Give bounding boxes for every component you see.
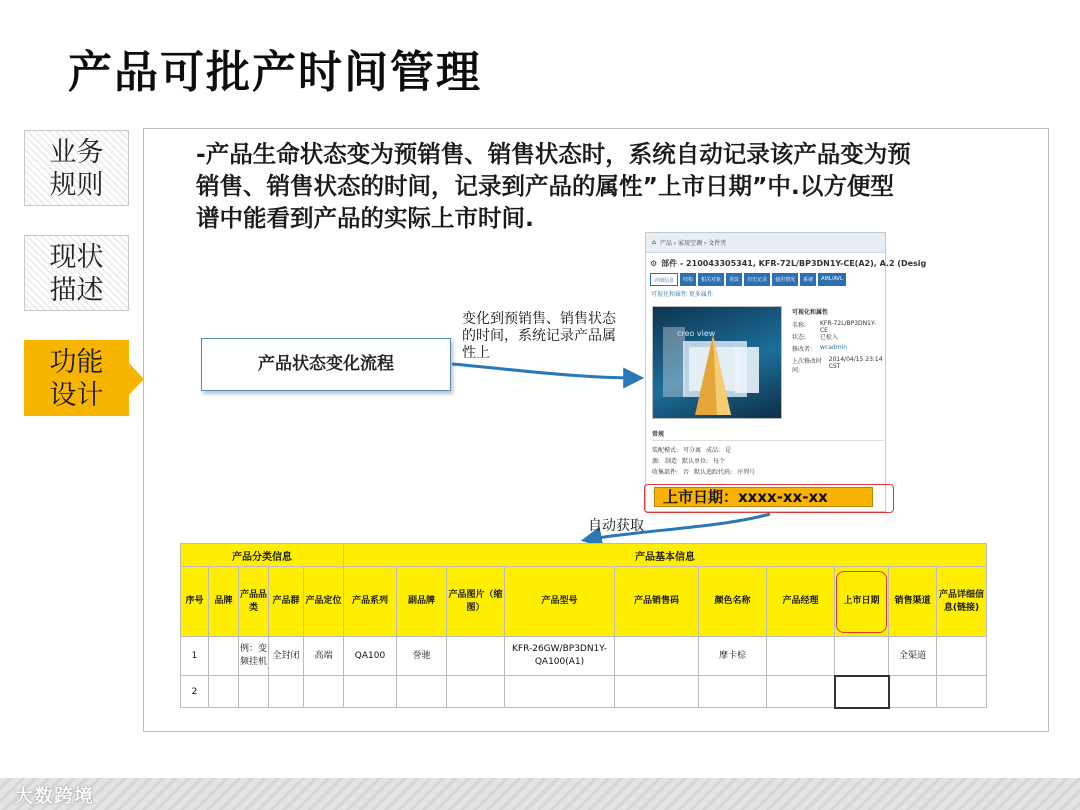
flow-note-line: 的时间，系统记录产品属: [462, 328, 616, 344]
market-date-field[interactable]: 上市日期：xxxx-xx-xx: [654, 487, 873, 507]
creo-graphic-icon: [653, 307, 783, 420]
creo-view-preview[interactable]: [652, 306, 782, 419]
column-header: 品牌: [209, 567, 239, 637]
description-line: -产品生命状态变为预销售、销售状态时，系统自动记录该产品变为预: [196, 140, 911, 168]
table-row: 1 例：变频挂机 全封闭 高端 QA100 誉驰 KFR-26GW/BP3DN1Y-QA100(A1) 摩卡棕 全渠道: [181, 637, 987, 676]
attr-row: 上次修改时间: 2014/04/15 23:14 CST: [792, 356, 883, 374]
flow-note-line: 变化到预销售、销售状态: [462, 311, 616, 327]
tab-label-line1: 功能: [49, 347, 104, 378]
status-change-flow-box[interactable]: 产品状态变化流程: [201, 338, 451, 391]
column-header: 产品群: [269, 567, 304, 637]
attr-row: 状态: 已检入: [792, 334, 839, 341]
column-header: 产品销售码: [615, 567, 699, 637]
column-header: 产品系列: [344, 567, 397, 637]
part-icon: ⚙: [650, 258, 658, 268]
description-line: 谱中能看到产品的实际上市时间.: [196, 204, 534, 232]
general-row: 源: 制造 默认单位: 每个: [652, 458, 726, 465]
system-breadcrumb: ⌂ 产品 › 家用空调 › 文件夹: [646, 233, 885, 253]
attr-row: 修改者: wcadmin: [792, 344, 848, 353]
column-header: 产品定位: [304, 567, 344, 637]
product-info-table: [180, 543, 987, 709]
system-screenshot: [645, 232, 927, 512]
column-header: 颜色名称: [699, 567, 767, 637]
auto-fetch-label: 自动获取: [588, 518, 644, 534]
system-tab[interactable]: 更改: [726, 273, 742, 286]
column-header: 副品牌: [397, 567, 447, 637]
system-tab[interactable]: AML/AVL: [818, 273, 846, 286]
tab-label-line2: 设计: [49, 380, 104, 411]
general-row: 装配模式: 可分离 成品: 是: [652, 447, 732, 454]
description-line: 销售、销售状态的时间，记录到产品的属性”上市日期”中.以方便型: [196, 172, 894, 200]
system-tab[interactable]: 详细信息: [650, 273, 678, 286]
system-general: 常规 装配模式: 可分离 成品: 是 源: 制造 默认单位: 每个 收集部件: 否 默认追踪代码: 序列号: [652, 429, 884, 478]
system-attributes: 可视化和属性 名称: KFR-72L/BP3DN1Y-CE 状态: 已检入 修改者: wcadmin 上次修改时间: 2014/04/15 23:14 CST: [792, 309, 883, 374]
arrow-to-system: [452, 364, 640, 378]
system-tab[interactable]: 系统: [800, 273, 816, 286]
system-tabs: [646, 273, 885, 286]
tab-label-line1: 业务: [49, 137, 104, 168]
creo-view-logo: creo view: [677, 329, 716, 338]
column-header: 产品图片（缩图）: [447, 567, 505, 637]
page-title: 产品可批产时间管理: [68, 47, 482, 98]
system-part-title: ⚙ 部件 - 210043305341, KFR-72L/BP3DN1Y-CE(A2), A.2 (Desig: [650, 258, 927, 268]
home-icon: ⌂: [652, 239, 656, 246]
group-header-category: 产品分类信息: [181, 544, 344, 567]
group-header-basic: 产品基本信息: [344, 544, 987, 567]
system-tab[interactable]: 使用情况: [772, 273, 798, 286]
general-row: 收集部件: 否 默认追踪代码: 序列号: [652, 469, 756, 476]
column-header: 序号: [181, 567, 209, 637]
watermark-text: 大数跨境: [14, 785, 95, 807]
system-subtabs[interactable]: 可视化和属性 更多属性: [651, 291, 713, 298]
system-tab[interactable]: 历史记录: [744, 273, 770, 286]
column-header: 产品详细信息(链接): [937, 567, 987, 637]
tab-label-line2: 规则: [49, 170, 104, 201]
system-tab[interactable]: 结构: [680, 273, 696, 286]
table-row: 2: [181, 676, 987, 708]
tab-label-line2: 描述: [49, 275, 104, 306]
column-header: 产品型号: [505, 567, 615, 637]
attr-row: 名称: KFR-72L/BP3DN1Y-CE: [792, 320, 877, 334]
column-header: 产品经理: [767, 567, 835, 637]
system-tab[interactable]: 相关对象: [698, 273, 724, 286]
column-header: 产品品类: [239, 567, 269, 637]
table-header-row: [181, 567, 987, 637]
flow-note-line: 性上: [462, 345, 490, 361]
column-header: 销售渠道: [889, 567, 937, 637]
tab-label-line1: 现状: [49, 242, 104, 273]
watermark-band: [0, 778, 1080, 810]
column-header-market-date: 上市日期: [835, 567, 889, 637]
